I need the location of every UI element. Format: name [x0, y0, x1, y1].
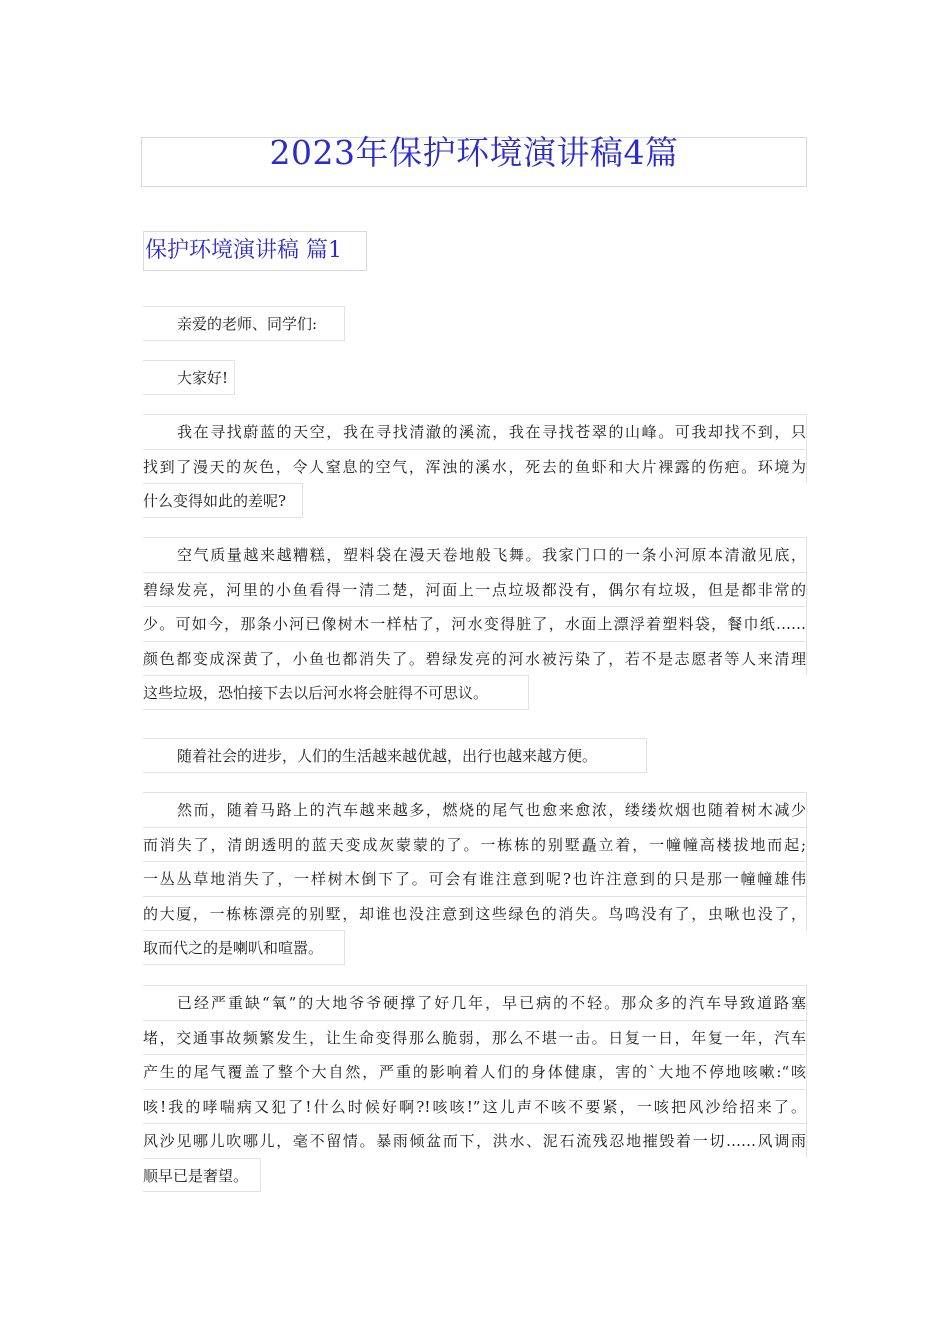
paragraph-line: 颜色都变成深黄了，小鱼也都消失了。碧绿发亮的河水被污染了，若不是志愿者等人来清理 — [143, 641, 807, 676]
document-title: 2023年保护环境演讲稿4篇 — [141, 137, 807, 187]
paragraph-line: 然而，随着马路上的汽车越来越多，燃烧的尾气也愈来愈浓，缕缕炊烟也随着树木减少 — [143, 792, 807, 827]
paragraph — [143, 738, 807, 773]
paragraph-line: 少。可如今，那条小河已像树木一样枯了，河水变得脏了，水面上漂浮着塑料袋，餐巾纸…… — [143, 606, 807, 641]
paragraph-line: 而消失了，清朗透明的蓝天变成灰蒙蒙的了。一栋栋的别墅矗立着，一幢幢高楼拔地而起; — [143, 827, 807, 862]
paragraph-line: 亲爱的老师、同学们: — [143, 306, 345, 341]
paragraph-line: 的大厦，一栋栋漂亮的别墅，却谁也没注意到这些绿色的消失。鸟鸣没有了，虫啾也没了， — [143, 896, 807, 931]
paragraph-line: 我在寻找蔚蓝的天空，我在寻找清澈的溪流，我在寻找苍翠的山峰。可我却找不到，只 — [143, 414, 807, 449]
paragraph — [143, 792, 807, 965]
paragraph-line: 已经严重缺“氧”的大地爷爷硬撑了好几年，早已病的不轻。那众多的汽车导致道路塞 — [143, 985, 807, 1020]
section-heading: 保护环境演讲稿 篇1 — [143, 231, 367, 271]
paragraph — [143, 985, 807, 1192]
paragraph-line: 碧绿发亮，河里的小鱼看得一清二楚，河面上一点垃圾都没有，偶尔有垃圾，但是都非常的 — [143, 572, 807, 607]
paragraph-line: 空气质量越来越糟糕，塑料袋在漫天卷地般飞舞。我家门口的一条小河原本清澈见底， — [143, 537, 807, 572]
paragraph-line: 取而代之的是喇叭和喧嚣。 — [143, 930, 345, 965]
paragraph-line: 风沙见哪儿吹哪儿，毫不留情。暴雨倾盆而下，洪水、泥石流残忍地摧毁着一切……风调雨 — [143, 1123, 807, 1158]
paragraph-line: 咳!我的哮喘病又犯了!什么时候好啊?!咳咳!”这儿声不咳不要紧，一咳把风沙给招来了。 — [143, 1089, 807, 1124]
paragraph-line: 堵，交通事故频繁发生，让生命变得那么脆弱，那么不堪一击。日复一日，年复一年，汽车 — [143, 1020, 807, 1055]
paragraph — [143, 414, 807, 518]
paragraph — [143, 537, 807, 710]
paragraph-line: 这些垃圾，恐怕接下去以后河水将会脏得不可思议。 — [143, 675, 529, 710]
paragraph-line: 顺早已是奢望。 — [143, 1158, 261, 1193]
paragraph-line: 一丛丛草地消失了，一样树木倒下了。可会有谁注意到呢?也许注意到的只是那一幢幢雄伟 — [143, 861, 807, 896]
paragraph — [143, 306, 807, 341]
paragraph-line: 产生的尾气覆盖了整个大自然，严重的影响着人们的身体健康，害的`大地不停地咳嗽:“咳 — [143, 1054, 807, 1089]
paragraph-line: 找到了漫天的灰色，令人窒息的空气，浑浊的溪水，死去的鱼虾和大片裸露的伤疤。环境为 — [143, 449, 807, 484]
paragraph-line: 什么变得如此的差呢? — [143, 483, 303, 518]
paragraph-line: 随着社会的进步，人们的生活越来越优越，出行也越来越方便。 — [143, 738, 647, 773]
paragraph-line: 大家好! — [143, 360, 235, 395]
paragraph — [143, 360, 807, 395]
